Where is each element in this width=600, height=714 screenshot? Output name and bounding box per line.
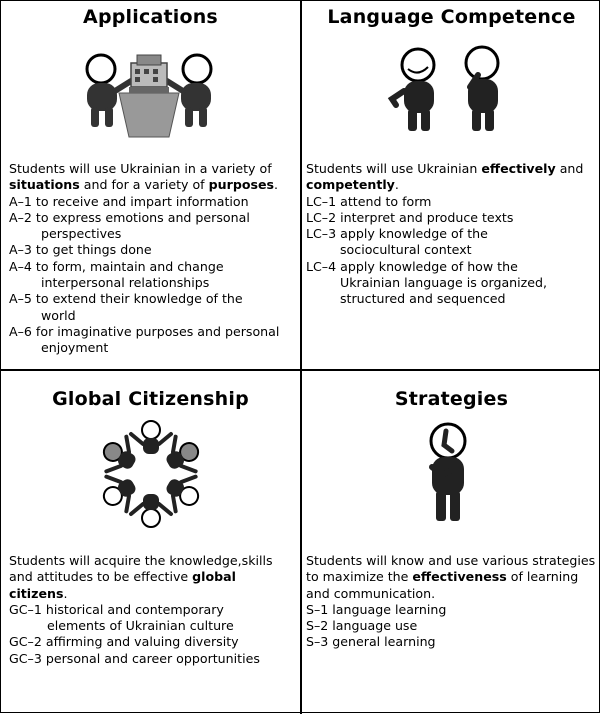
outcome-item: A–6 for imaginative purposes and personal enjoyment (9, 323, 280, 356)
outcome-item: A–3 to get things done (9, 242, 152, 258)
strategies-intro: Students will know and use various strategies to maximize the effectiveness of learning and communication. (306, 553, 596, 601)
applications-text (9, 161, 296, 357)
outcome-item: A–1 to receive and impart information (9, 193, 249, 209)
strategies-title: Strategies (394, 388, 509, 410)
outcome-item: LC–2 interpret and produce texts (306, 209, 514, 225)
applications-title: Applications (83, 6, 218, 28)
outcome-item: GC–2 affirming and valuing diversity (9, 634, 239, 650)
global-citizenship-text (9, 553, 296, 667)
outcome-item: LC–1 attend to form (306, 193, 432, 209)
outcome-item: A–2 to express emotions and personal perspectives (9, 209, 250, 242)
strategies-panel (302, 371, 600, 714)
global-intro: Students will acquire the knowledge,skills and attitudes to be effective global citizens. (9, 553, 273, 601)
outcome-item: S–3 general learning (306, 634, 436, 650)
language-competence-panel (302, 1, 600, 369)
outcome-item: LC–3 apply knowledge of the sociocultural context (306, 226, 488, 258)
outcome-item: GC–1 historical and contemporary elements of Ukrainian culture (9, 601, 234, 634)
circle-of-figures-icon (91, 415, 211, 533)
thinking-figure-icon (418, 421, 478, 531)
global-citizenship-title: Global Citizenship (52, 388, 249, 410)
outcome-item: S–2 language use (306, 618, 418, 634)
language-competence-text (306, 161, 597, 308)
outcome-item: A–4 to form, maintain and change interpersonal relationships (9, 258, 224, 291)
strategies-text (306, 553, 597, 651)
global-citizenship-panel (1, 371, 300, 714)
language-competence-title: Language Competence (327, 6, 576, 28)
outcome-item: LC–4 apply knowledge of how the Ukrainian language is organized, structured and sequenced (306, 258, 547, 307)
applications-intro: Students will use Ukrainian in a variety of situations and for a variety of purposes. (9, 161, 279, 193)
language-intro: Students will use Ukrainian effectively and competently. (306, 161, 584, 193)
outcome-item: A–5 to extend their knowledge of the world (9, 291, 243, 323)
outcome-item: GC–3 personal and career opportunities (9, 650, 260, 666)
outcome-item: S–1 language learning (306, 601, 447, 617)
two-figures-building-icon (79, 41, 219, 141)
applications-panel (1, 1, 300, 369)
two-figures-talking-icon (386, 41, 516, 141)
